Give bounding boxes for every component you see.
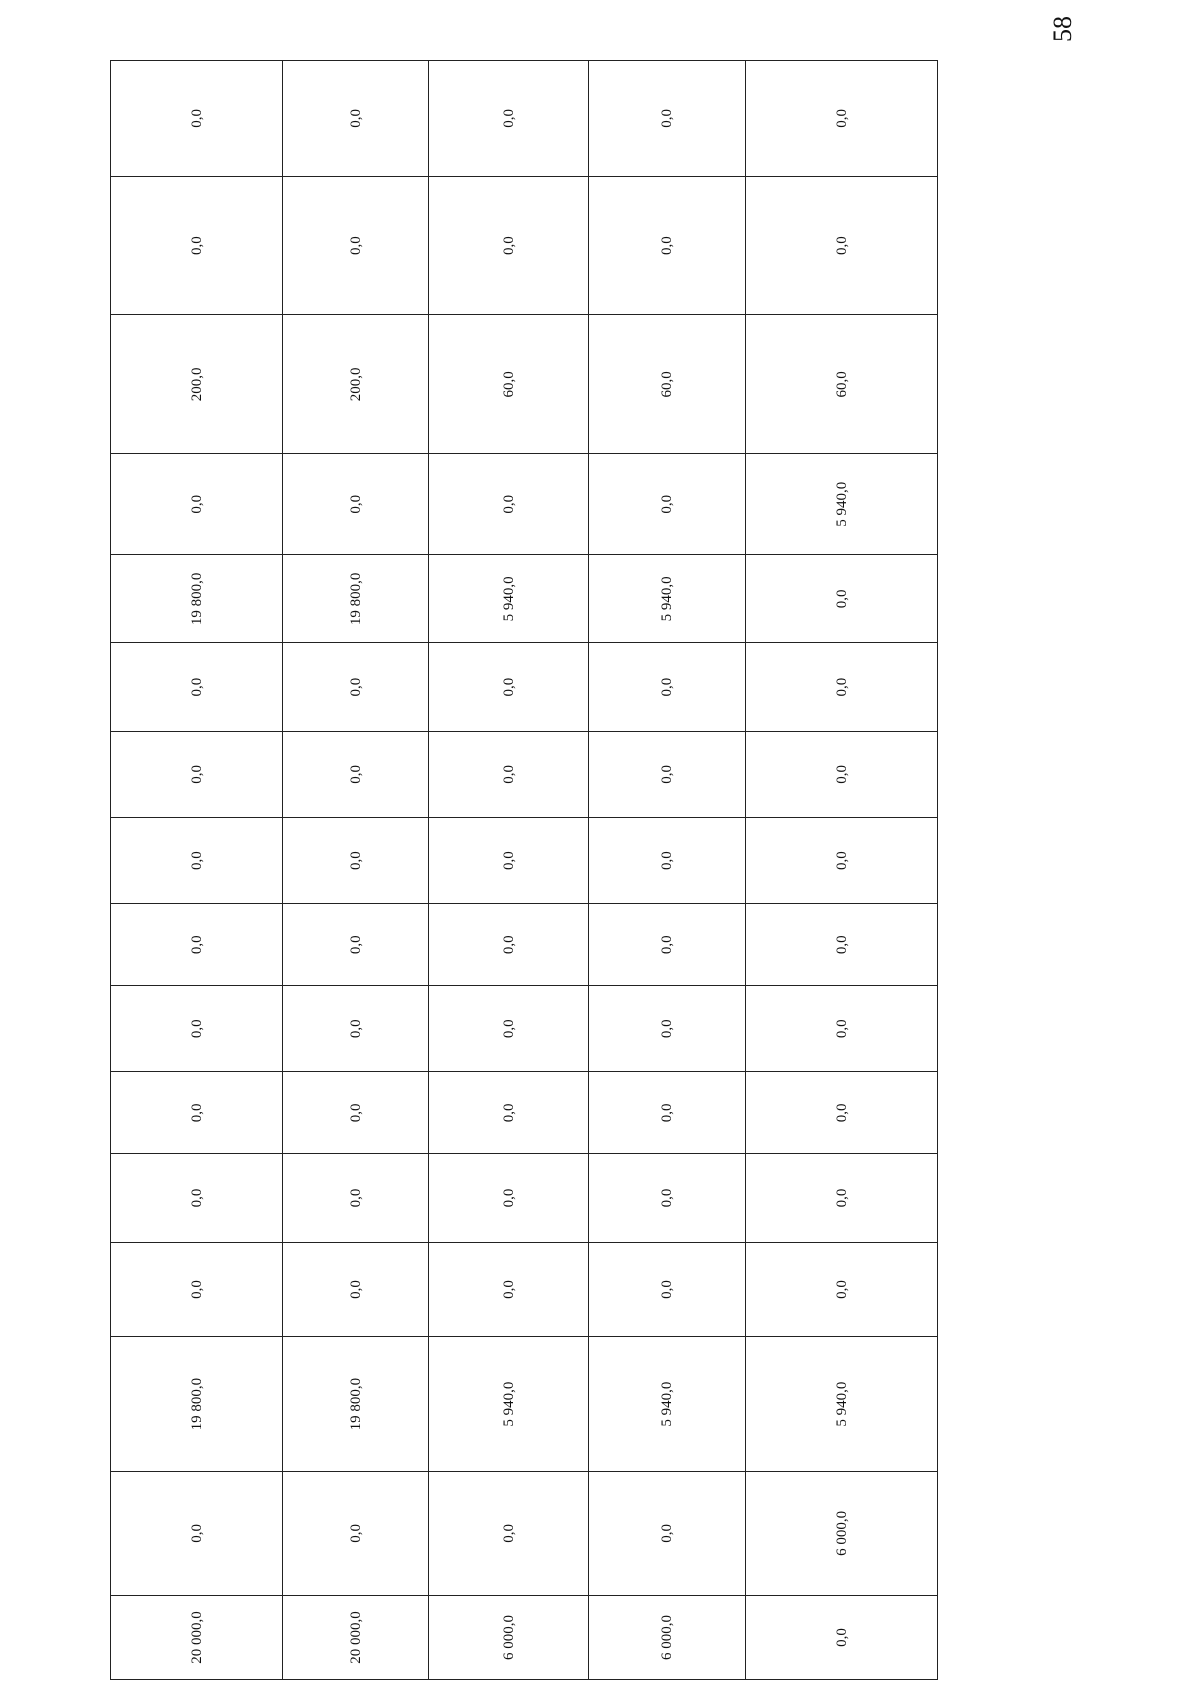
table-cell: 20 000,0 — [111, 1595, 283, 1679]
table-cell: 0,0 — [283, 986, 429, 1072]
table-cell: 0,0 — [283, 1242, 429, 1337]
table-cell: 5 940,0 — [746, 1337, 938, 1472]
table-cell: 0,0 — [746, 1154, 938, 1242]
table-cell: 0,0 — [429, 1072, 589, 1154]
table-cell: 0,0 — [746, 1595, 938, 1679]
table-cell: 0,0 — [589, 176, 746, 315]
table-cell: 19 800,0 — [111, 555, 283, 643]
table-cell: 0,0 — [746, 643, 938, 731]
table-row — [429, 61, 589, 1680]
table-cell: 0,0 — [429, 454, 589, 555]
table-cell: 60,0 — [589, 315, 746, 454]
table-cell: 6 000,0 — [429, 1595, 589, 1679]
table-cell: 0,0 — [589, 454, 746, 555]
table-cell: 0,0 — [111, 986, 283, 1072]
table-cell: 0,0 — [283, 643, 429, 731]
table-cell: 6 000,0 — [746, 1471, 938, 1595]
table-cell: 0,0 — [111, 176, 283, 315]
table-cell: 0,0 — [429, 817, 589, 903]
table-cell: 0,0 — [283, 1471, 429, 1595]
table-cell: 0,0 — [283, 1154, 429, 1242]
table-cell: 0,0 — [283, 176, 429, 315]
table-cell: 0,0 — [111, 643, 283, 731]
table-cell: 0,0 — [283, 731, 429, 817]
table-cell: 0,0 — [589, 61, 746, 177]
table-cell: 0,0 — [283, 454, 429, 555]
table-cell: 0,0 — [589, 643, 746, 731]
table-cell: 0,0 — [589, 904, 746, 986]
table-cell: 0,0 — [429, 643, 589, 731]
table-row — [283, 61, 429, 1680]
table-cell: 0,0 — [111, 1242, 283, 1337]
table-cell: 0,0 — [589, 986, 746, 1072]
table-cell: 0,0 — [283, 61, 429, 177]
table-cell: 200,0 — [283, 315, 429, 454]
table-cell: 0,0 — [589, 1072, 746, 1154]
rotated-table-container — [110, 60, 938, 1680]
table-cell: 19 800,0 — [283, 1337, 429, 1472]
table-cell: 0,0 — [111, 1072, 283, 1154]
table-cell: 0,0 — [429, 61, 589, 177]
table-cell: 60,0 — [746, 315, 938, 454]
table-cell: 0,0 — [111, 454, 283, 555]
table-cell: 5 940,0 — [589, 555, 746, 643]
table-cell: 0,0 — [111, 1471, 283, 1595]
table-cell: 0,0 — [746, 61, 938, 177]
table-cell: 5 940,0 — [589, 1337, 746, 1472]
table-cell: 5 940,0 — [429, 555, 589, 643]
page-number: 58 — [1048, 16, 1077, 42]
table-cell: 0,0 — [589, 817, 746, 903]
table-cell: 0,0 — [111, 904, 283, 986]
table-row — [746, 61, 938, 1680]
table-cell: 19 800,0 — [283, 555, 429, 643]
table-cell: 0,0 — [111, 61, 283, 177]
table-cell: 0,0 — [111, 817, 283, 903]
table-row — [589, 61, 746, 1680]
table-cell: 0,0 — [283, 817, 429, 903]
table-cell: 5 940,0 — [746, 454, 938, 555]
table-cell: 0,0 — [429, 1154, 589, 1242]
table-cell: 6 000,0 — [589, 1595, 746, 1679]
table-cell: 0,0 — [429, 1471, 589, 1595]
table-cell: 0,0 — [429, 1242, 589, 1337]
table-row — [111, 61, 283, 1680]
table-cell: 0,0 — [429, 731, 589, 817]
table-cell: 0,0 — [746, 817, 938, 903]
table-cell: 0,0 — [589, 731, 746, 817]
table-cell: 5 940,0 — [429, 1337, 589, 1472]
table-cell: 0,0 — [746, 1242, 938, 1337]
table-cell: 60,0 — [429, 315, 589, 454]
table-cell: 0,0 — [429, 986, 589, 1072]
table-cell: 0,0 — [283, 904, 429, 986]
table-cell: 0,0 — [746, 176, 938, 315]
table-cell: 20 000,0 — [283, 1595, 429, 1679]
table-cell: 0,0 — [589, 1471, 746, 1595]
table-cell: 0,0 — [111, 731, 283, 817]
table-cell: 0,0 — [589, 1154, 746, 1242]
table-cell: 19 800,0 — [111, 1337, 283, 1472]
table-cell: 0,0 — [746, 904, 938, 986]
table-cell: 0,0 — [283, 1072, 429, 1154]
table-cell: 200,0 — [111, 315, 283, 454]
table-cell: 0,0 — [589, 1242, 746, 1337]
table-cell: 0,0 — [111, 1154, 283, 1242]
table-cell: 0,0 — [429, 176, 589, 315]
table-cell: 0,0 — [429, 904, 589, 986]
table-cell: 0,0 — [746, 1072, 938, 1154]
table-cell: 0,0 — [746, 986, 938, 1072]
table-cell: 0,0 — [746, 731, 938, 817]
table-cell: 0,0 — [746, 555, 938, 643]
budget-table — [110, 60, 938, 1680]
